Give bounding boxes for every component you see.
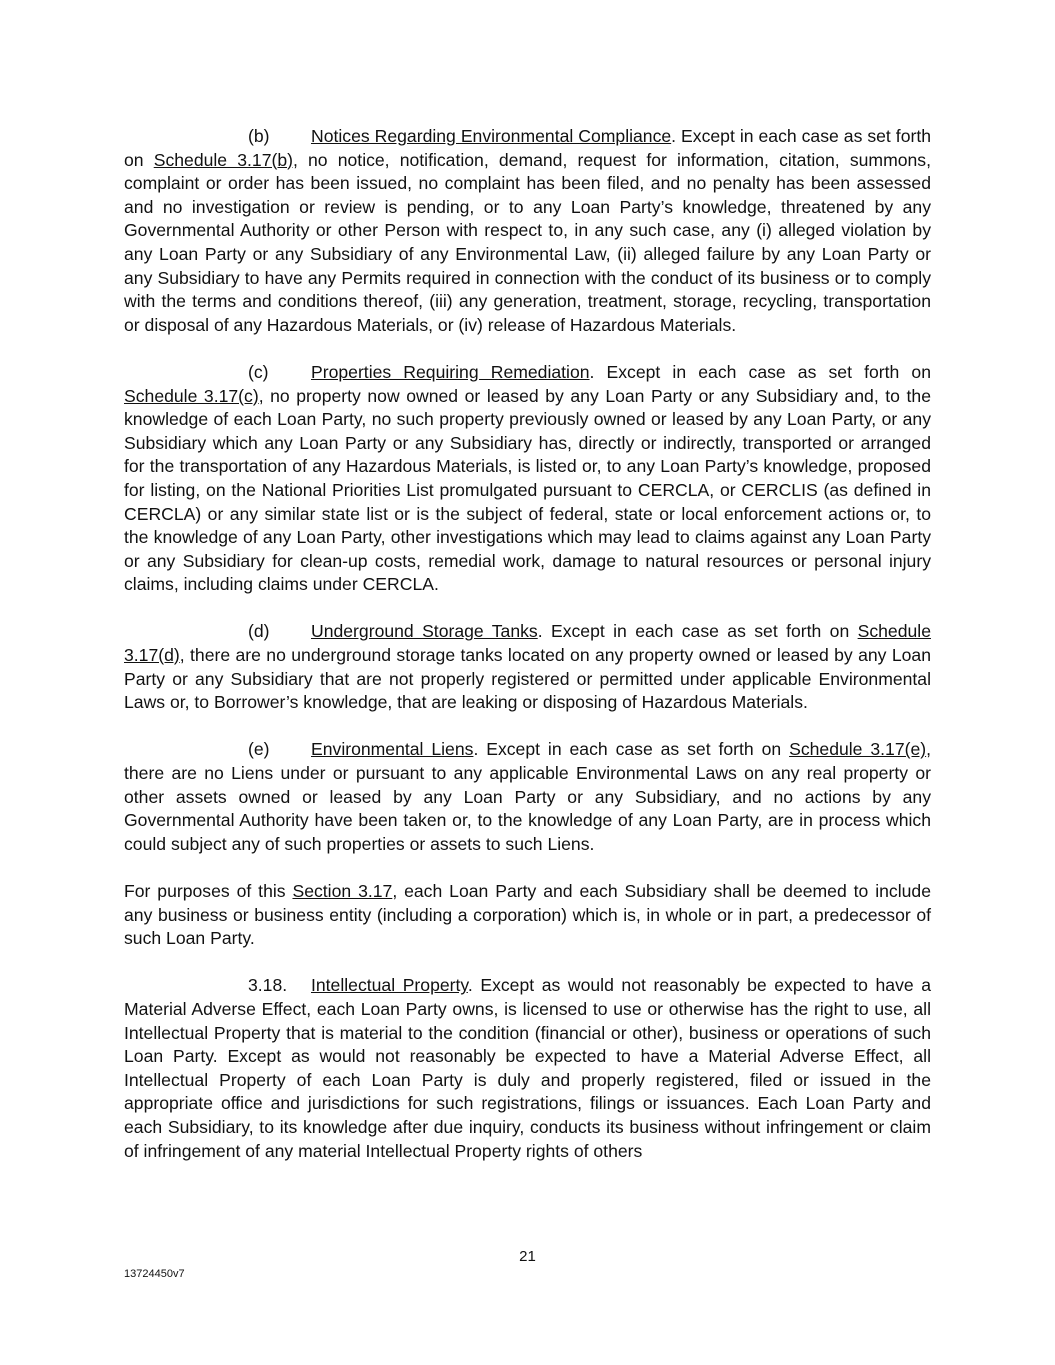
paragraph-b xyxy=(124,125,931,337)
paragraph-text: . Except in each case as set forth on xyxy=(473,739,790,760)
paragraph-text: For purposes of this xyxy=(124,881,293,901)
paragraph-heading: Properties Requiring Remediation xyxy=(311,361,590,382)
paragraph-number: (c) xyxy=(248,361,269,382)
paragraph-c xyxy=(124,361,931,597)
schedule-reference: Schedule 3.17(c) xyxy=(124,385,259,406)
paragraph-text: , no property now owned or leased by any Loan Party or any Subsidiary and, to the knowledge of each Loan Party, no such property previously owned or leased by any Loan Party, or any Subsidiary which any Loan Party or any Subsidiary has, directly or indirectly, transported or arranged for the transportation of any Hazardous Materials, is listed or, to any Loan Party’s knowledge, proposed for listing, on the National Priorities List promulgated pursuant to CERCLA, or CERCLIS (as defined in CERCLA) or any similar state list or is the subject of federal, state or local enforcement actions or, to the knowledge of any Loan Party, other investigations which may lead to claims against any Loan Party or any Subsidiary for clean-up costs, remedial work, damage to natural resources or personal injury claims, including claims under CERCLA. xyxy=(124,385,931,595)
schedule-reference: Schedule 3.17(e) xyxy=(789,739,927,760)
paragraph-number: (e) xyxy=(248,739,270,760)
page-number: 21 xyxy=(519,1248,536,1265)
section-reference: Section 3.17 xyxy=(292,881,393,901)
paragraph-number: (d) xyxy=(248,621,270,642)
paragraph-heading: Environmental Liens xyxy=(311,739,474,760)
paragraph-text: , no notice, notification, demand, request for information, citation, summons, complaint or order has been issued, no complaint has been filed, and no penalty has been assessed and no investigation or review is pending, or to any Loan Party’s knowledge, threatened by any Governmental Authority or other Person with respect to, in any such case, any (i) alleged violation by any Loan Party or any Subsidiary of any Environmental Law, (ii) alleged failure by any Loan Party or any Subsidiary to have any Permits required in connection with the conduct of its business or to comply with the terms and conditions thereof, (iii) any generation, treatment, storage, recycling, transportation or disposal of any Hazardous Materials, or (iv) release of Hazardous Materials. xyxy=(124,149,931,335)
document-id: 13724450v7 xyxy=(124,1268,185,1280)
paragraph-purposes xyxy=(124,880,931,951)
paragraph-text: , there are no underground storage tanks located on any property owned or leased by any Loan Party or any Subsidiary that are not properly registered or permitted under applicable Environmental Laws or, to Borrower’s knowledge, that are leaking or disposing of Hazardous Materials. xyxy=(124,645,931,713)
paragraph-text: , there are no Liens under or pursuant to any applicable Environmental Laws on any real property or other assets owned or leased by any Loan Party or any Subsidiary, and no actions by any Governmental Authority have been taken or, to the knowledge of any Loan Party, are in process which could subject any of such properties or assets to such Liens. xyxy=(124,739,931,854)
paragraph-text: . Except in each case as set forth on xyxy=(537,621,858,642)
schedule-reference: Schedule 3.17(d) xyxy=(124,621,931,666)
paragraph-text: . Except in each case as set forth on xyxy=(589,361,931,382)
paragraph-e xyxy=(124,738,931,856)
schedule-reference: Schedule 3.17(b) xyxy=(153,149,293,170)
paragraph-text: , each Loan Party and each Subsidiary shall be deemed to include any business or business entity (including a corporation) which is, in whole or in part, a predecessor of such Loan Party. xyxy=(124,881,931,949)
section-3-18 xyxy=(124,974,931,1163)
paragraph-number: (b) xyxy=(248,126,270,146)
paragraph-heading: Notices Regarding Environmental Compliance xyxy=(311,126,672,146)
section-heading: Intellectual Property xyxy=(311,975,468,996)
section-number: 3.18. xyxy=(248,975,288,996)
paragraph-text: . Except as would not reasonably be expected to have a Material Adverse Effect, each Loan Party owns, is licensed to use or otherwise has the right to use, all Intellectual Property that is material to the condition (financial or other), business or operations of such Loan Party. Except as would not reasonably be expected to have a Material Adverse Effect, all Intellectual Property of each Loan Party is duly and properly registered, filed or issued in the appropriate office and jurisdictions for such registrations, filings or issuances. Each Loan Party and each Subsidiary, to its knowledge after due inquiry, conducts its business without infringement or claim of infringement of any material Intellectual Property rights of others xyxy=(124,975,932,1161)
paragraph-text: . Except in each case as set forth on xyxy=(124,126,932,170)
paragraph-d xyxy=(124,620,931,714)
paragraph-heading: Underground Storage Tanks xyxy=(311,621,538,642)
document-body xyxy=(124,125,931,1187)
